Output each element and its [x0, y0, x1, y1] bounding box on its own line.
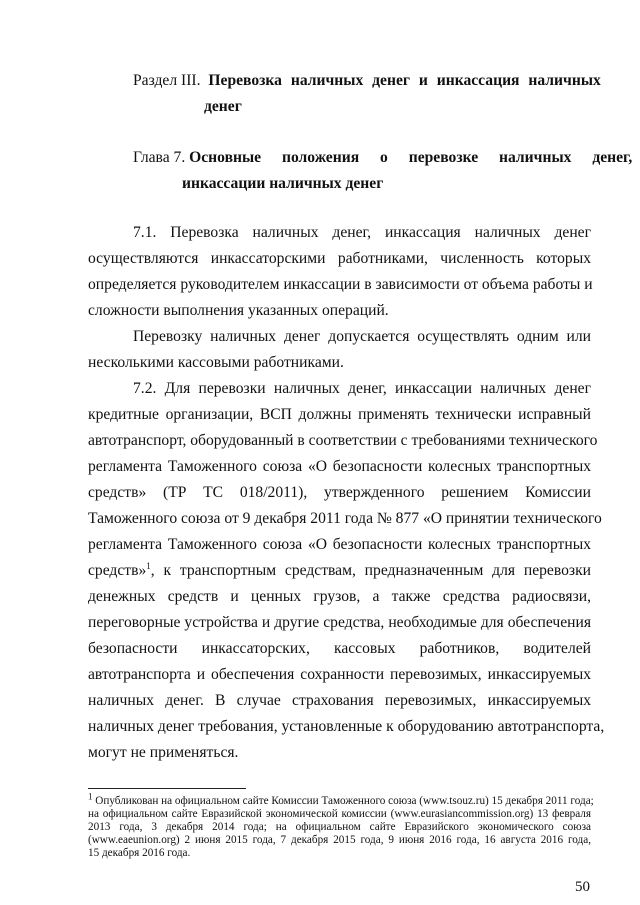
page-number: 50 — [575, 879, 590, 895]
section-title-line2: денег — [204, 98, 242, 115]
footnote-line: 2013 года, 3 декабря 2014 года; на официальном сайте Евразийского экономического союза — [88, 821, 591, 833]
section-label: Раздел III. — [133, 72, 201, 89]
section-heading-line1 — [133, 71, 601, 91]
body-line: регламента Таможенного союза «О безопасности колесных транспортных — [88, 458, 591, 475]
body-line: переговорные устройства и другие средства, необходимые для обеспечения — [88, 614, 591, 631]
chapter-title-line2: инкассации наличных денег — [182, 175, 384, 192]
body-line: наличных денег. В случае страхования перевозимых, инкассируемых — [88, 692, 591, 709]
chapter-label: Глава 7. — [133, 149, 186, 166]
body-line: денежных средств и ценных грузов, а также средства радиосвязи, — [88, 588, 591, 605]
body-line: регламента Таможенного союза «О безопасности колесных транспортных — [88, 536, 591, 553]
body-line: 7.2. Для перевозки наличных денег, инкассации наличных денег — [133, 380, 591, 397]
body-line: 7.1. Перевозка наличных денег, инкассация наличных денег — [133, 224, 591, 241]
footnote-line — [88, 791, 594, 808]
body-text-segment: , к транспортным средствам, предназначенным для перевозки — [150, 562, 591, 579]
body-line: сложности выполнения указанных операций. — [88, 302, 389, 319]
body-line: Перевозку наличных денег допускается осуществлять одним или — [133, 328, 591, 345]
body-line: могут не применяться. — [88, 744, 239, 761]
footnote-line: на официальном сайте Евразийской экономической комиссии (www.eurasiancommission.org) 13 февраля — [88, 808, 591, 820]
footnote-reference: 1 — [146, 560, 151, 571]
footnote-mark: 1 — [88, 791, 93, 802]
chapter-title-line1: Основные положения о перевозке наличных денег, — [189, 149, 633, 166]
body-line: несколькими кассовыми работниками. — [88, 354, 344, 371]
body-line: безопасности инкассаторских, кассовых работников, водителей — [88, 640, 591, 657]
body-line: кредитные организации, ВСП должны применять технически исправный — [88, 406, 591, 423]
body-line-with-footnote — [88, 561, 591, 581]
body-line: осуществляются инкассаторскими работниками, численность которых — [88, 250, 591, 267]
body-line: наличных денег требования, установленные к оборудованию автотранспорта, — [88, 718, 605, 735]
body-line: автотранспорт, оборудованный в соответствии с требованиями технического — [88, 432, 598, 449]
body-line: автотранспорта и обеспечения сохранности перевозимых, инкассируемых — [88, 666, 591, 683]
footnote-text: Опубликован на официальном сайте Комиссии Таможенного союза (www.tsouz.ru) 15 декабря 2011 года; — [95, 795, 594, 807]
body-text-segment: средств» — [88, 562, 147, 579]
footnote-line: 15 декабря 2016 года. — [88, 847, 191, 859]
section-title-line1: Перевозка наличных денег и инкассация наличных — [208, 72, 601, 89]
footnote-line: (www.eaeunion.org) 2 июня 2015 года, 7 декабря 2015 года, 9 июня 2016 года, 16 августа 2016 года, — [88, 834, 591, 846]
footnote-separator — [88, 788, 246, 789]
chapter-heading-line1 — [133, 148, 632, 168]
body-line: определяется руководителем инкассации в зависимости от объема работы и — [88, 276, 593, 293]
body-line: Таможенного союза от 9 декабря 2011 года № 877 «О принятии технического — [88, 510, 602, 527]
body-line: средств» (ТР ТС 018/2011), утвержденного решением Комиссии — [88, 484, 591, 501]
